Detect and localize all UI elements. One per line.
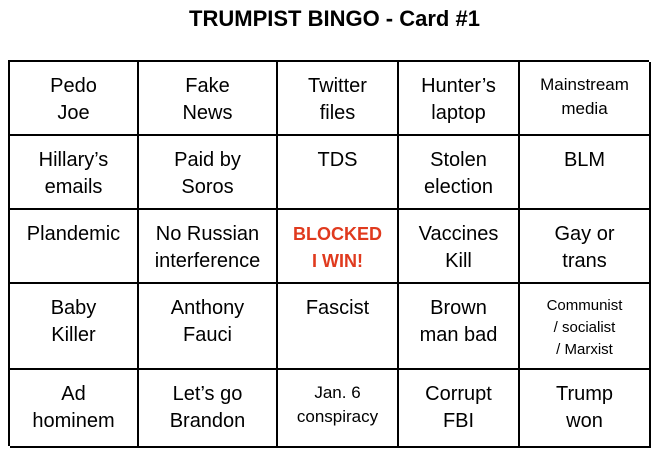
bingo-cell: Gay or trans [520, 210, 651, 284]
bingo-cell: Anthony Fauci [139, 284, 278, 370]
bingo-cell: Jan. 6 conspiracy [278, 370, 399, 448]
bingo-cell: Pedo Joe [10, 62, 139, 136]
bingo-cell: Let’s go Brandon [139, 370, 278, 448]
bingo-cell: BLM [520, 136, 651, 210]
bingo-cell: Paid by Soros [139, 136, 278, 210]
bingo-card-title: TRUMPIST BINGO - Card #1 [189, 6, 480, 31]
bingo-cell: Vaccines Kill [399, 210, 520, 284]
bingo-cell: Ad hominem [10, 370, 139, 448]
bingo-cell: Corrupt FBI [399, 370, 520, 448]
bingo-cell: Twitter files [278, 62, 399, 136]
bingo-cell: Trump won [520, 370, 651, 448]
free-space-cell: BLOCKED I WIN! [278, 210, 399, 284]
bingo-cell: TDS [278, 136, 399, 210]
bingo-cell: Baby Killer [10, 284, 139, 370]
bingo-cell: Stolen election [399, 136, 520, 210]
bingo-cell: Plandemic [10, 210, 139, 284]
bingo-cell: Brown man bad [399, 284, 520, 370]
bingo-cell: Communist / socialist / Marxist [520, 284, 651, 370]
bingo-grid [8, 60, 649, 446]
bingo-cell: Mainstream media [520, 62, 651, 136]
bingo-cell: Fascist [278, 284, 399, 370]
bingo-cell: Hunter’s laptop [399, 62, 520, 136]
bingo-cell: Fake News [139, 62, 278, 136]
bingo-cell: No Russian interference [139, 210, 278, 284]
bingo-cell: Hillary’s emails [10, 136, 139, 210]
